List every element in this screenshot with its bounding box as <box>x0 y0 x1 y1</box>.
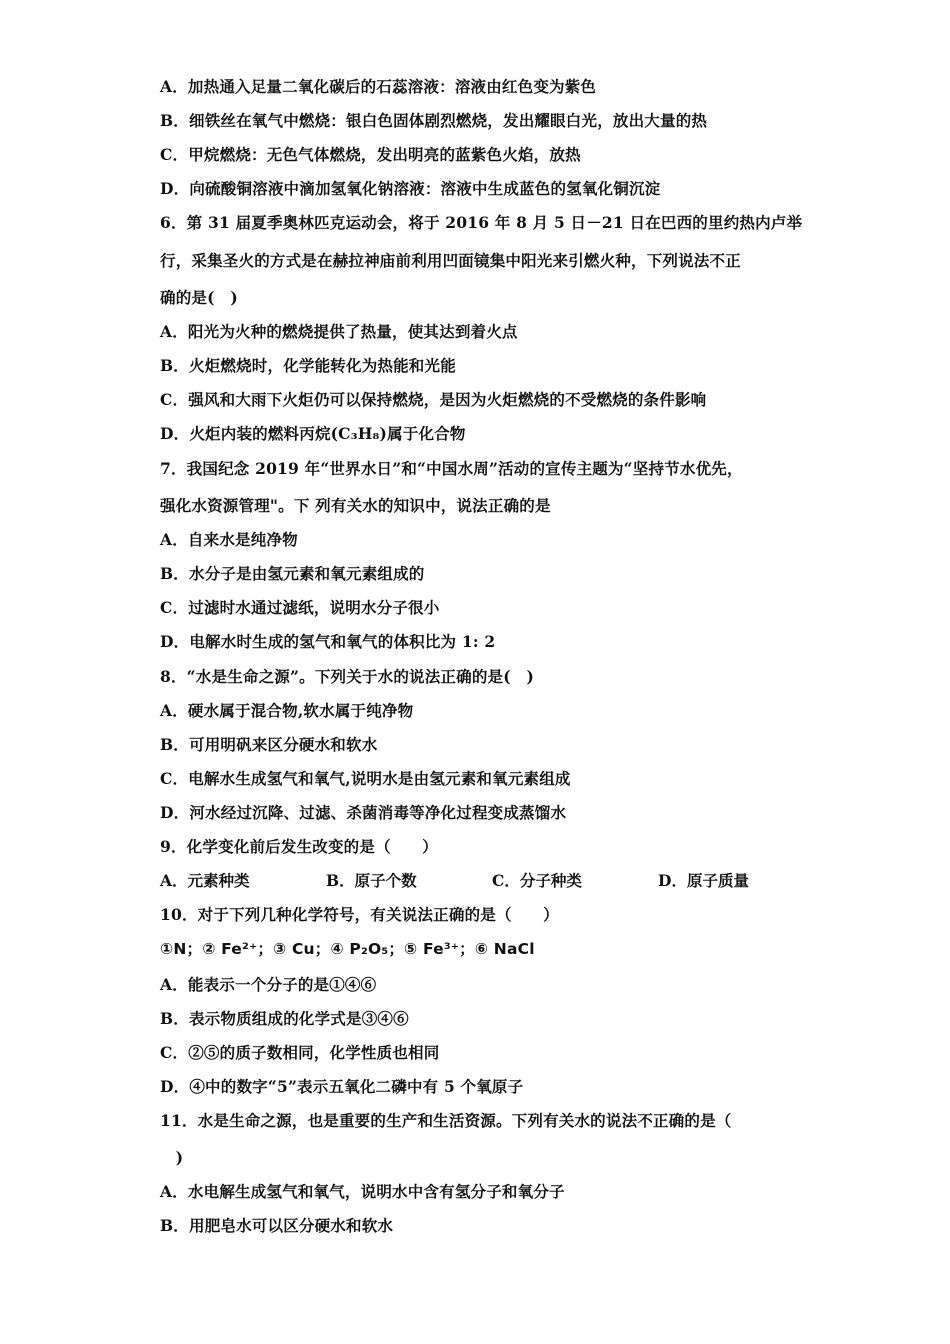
q9-stem: 9．化学变化前后发生改变的是（ ） <box>160 837 438 856</box>
q7-option-a: A．自来水是纯净物 <box>160 530 298 549</box>
q11-option-a: A．水电解生成氢气和氧气，说明水中含有氢分子和氧分子 <box>160 1182 565 1201</box>
q6-option-d: D．火炬内装的燃料丙烷(C₃H₈)属于化合物 <box>160 424 466 443</box>
q8-option-b: B．可用明矾来区分硬水和软水 <box>160 735 378 754</box>
q8-stem: 8．“水是生命之源”。下列关于水的说法正确的是( ) <box>160 667 534 686</box>
q6-stem-line-1: 6．第 31 届夏季奥林匹克运动会，将于 2016 年 8 月 5 日－21 日在巴西的里约热内卢举 <box>160 213 803 232</box>
q5-option-b: B．细铁丝在氧气中燃烧：银白色固体剧烈燃烧，发出耀眼白光，放出大量的热 <box>160 111 708 130</box>
q5-option-d: D．向硫酸铜溶液中滴加氢氧化钠溶液：溶液中生成蓝色的氢氧化铜沉淀 <box>160 179 661 198</box>
q10-stem: 10．对于下列几种化学符号，有关说法正确的是（ ） <box>160 905 559 924</box>
q11-stem-line-2: ) <box>160 1148 184 1167</box>
q9-options-row <box>160 871 800 891</box>
q11-option-b: B．用肥皂水可以区分硬水和软水 <box>160 1216 394 1235</box>
q6-stem-line-3: 确的是( ) <box>160 288 238 307</box>
q5-option-a: A．加热通入足量二氧化碳后的石蕊溶液：溶液由红色变为紫色 <box>160 77 597 96</box>
q5-option-c: C．甲烷燃烧：无色气体燃烧，发出明亮的蓝紫色火焰，放热 <box>160 145 581 164</box>
q7-stem-line-1: 7．我国纪念 2019 年“世界水日”和“中国水周”活动的宣传主题为“坚持节水优先， <box>160 459 743 478</box>
q7-option-c: C．过滤时水通过滤纸，说明水分子很小 <box>160 598 440 617</box>
q10-option-c: C．②⑤的质子数相同，化学性质也相同 <box>160 1043 440 1062</box>
q9-option-c: C．分子种类 <box>492 871 582 890</box>
q7-option-d: D．电解水时生成的氢气和氧气的体积比为 1: 2 <box>160 632 496 651</box>
q9-option-b: B．原子个数 <box>326 871 417 890</box>
q7-option-b: B．水分子是由氢元素和氧元素组成的 <box>160 564 425 583</box>
q9-option-d: D．原子质量 <box>658 871 749 890</box>
q11-stem-line-1: 11．水是生命之源，也是重要的生产和生活资源。下列有关水的说法不正确的是（ <box>160 1111 732 1130</box>
q6-stem-line-2: 行，采集圣火的方式是在赫拉神庙前利用凹面镜集中阳光来引燃火种，下列说法不正 <box>160 251 741 270</box>
q6-option-c: C．强风和大雨下火炬仍可以保持燃烧，是因为火炬燃烧的不受燃烧的条件影响 <box>160 390 707 409</box>
q8-option-d: D．河水经过沉降、过滤、杀菌消毒等净化过程变成蒸馏水 <box>160 803 567 822</box>
q8-option-c: C．电解水生成氢气和氧气,说明水是由氢元素和氧元素组成 <box>160 769 571 788</box>
q10-option-d: D．④中的数字“5”表示五氧化二磷中有 5 个氧原子 <box>160 1077 524 1096</box>
q9-option-a: A．元素种类 <box>160 871 250 890</box>
q7-stem-line-2: 强化水资源管理"。下 列有关水的知识中，说法正确的是 <box>160 496 551 515</box>
q10-option-b: B．表示物质组成的化学式是③④⑥ <box>160 1009 409 1028</box>
q10-option-a: A．能表示一个分子的是①④⑥ <box>160 975 377 994</box>
q6-option-b: B．火炬燃烧时，化学能转化为热能和光能 <box>160 356 456 375</box>
q8-option-a: A．硬水属于混合物,软水属于纯净物 <box>160 701 414 720</box>
q6-option-a: A．阳光为火种的燃烧提供了热量，使其达到着火点 <box>160 322 518 341</box>
q10-symbols: ①N；② Fe²⁺；③ Cu；④ P₂O₅；⑤ Fe³⁺；⑥ NaCl <box>160 940 535 958</box>
